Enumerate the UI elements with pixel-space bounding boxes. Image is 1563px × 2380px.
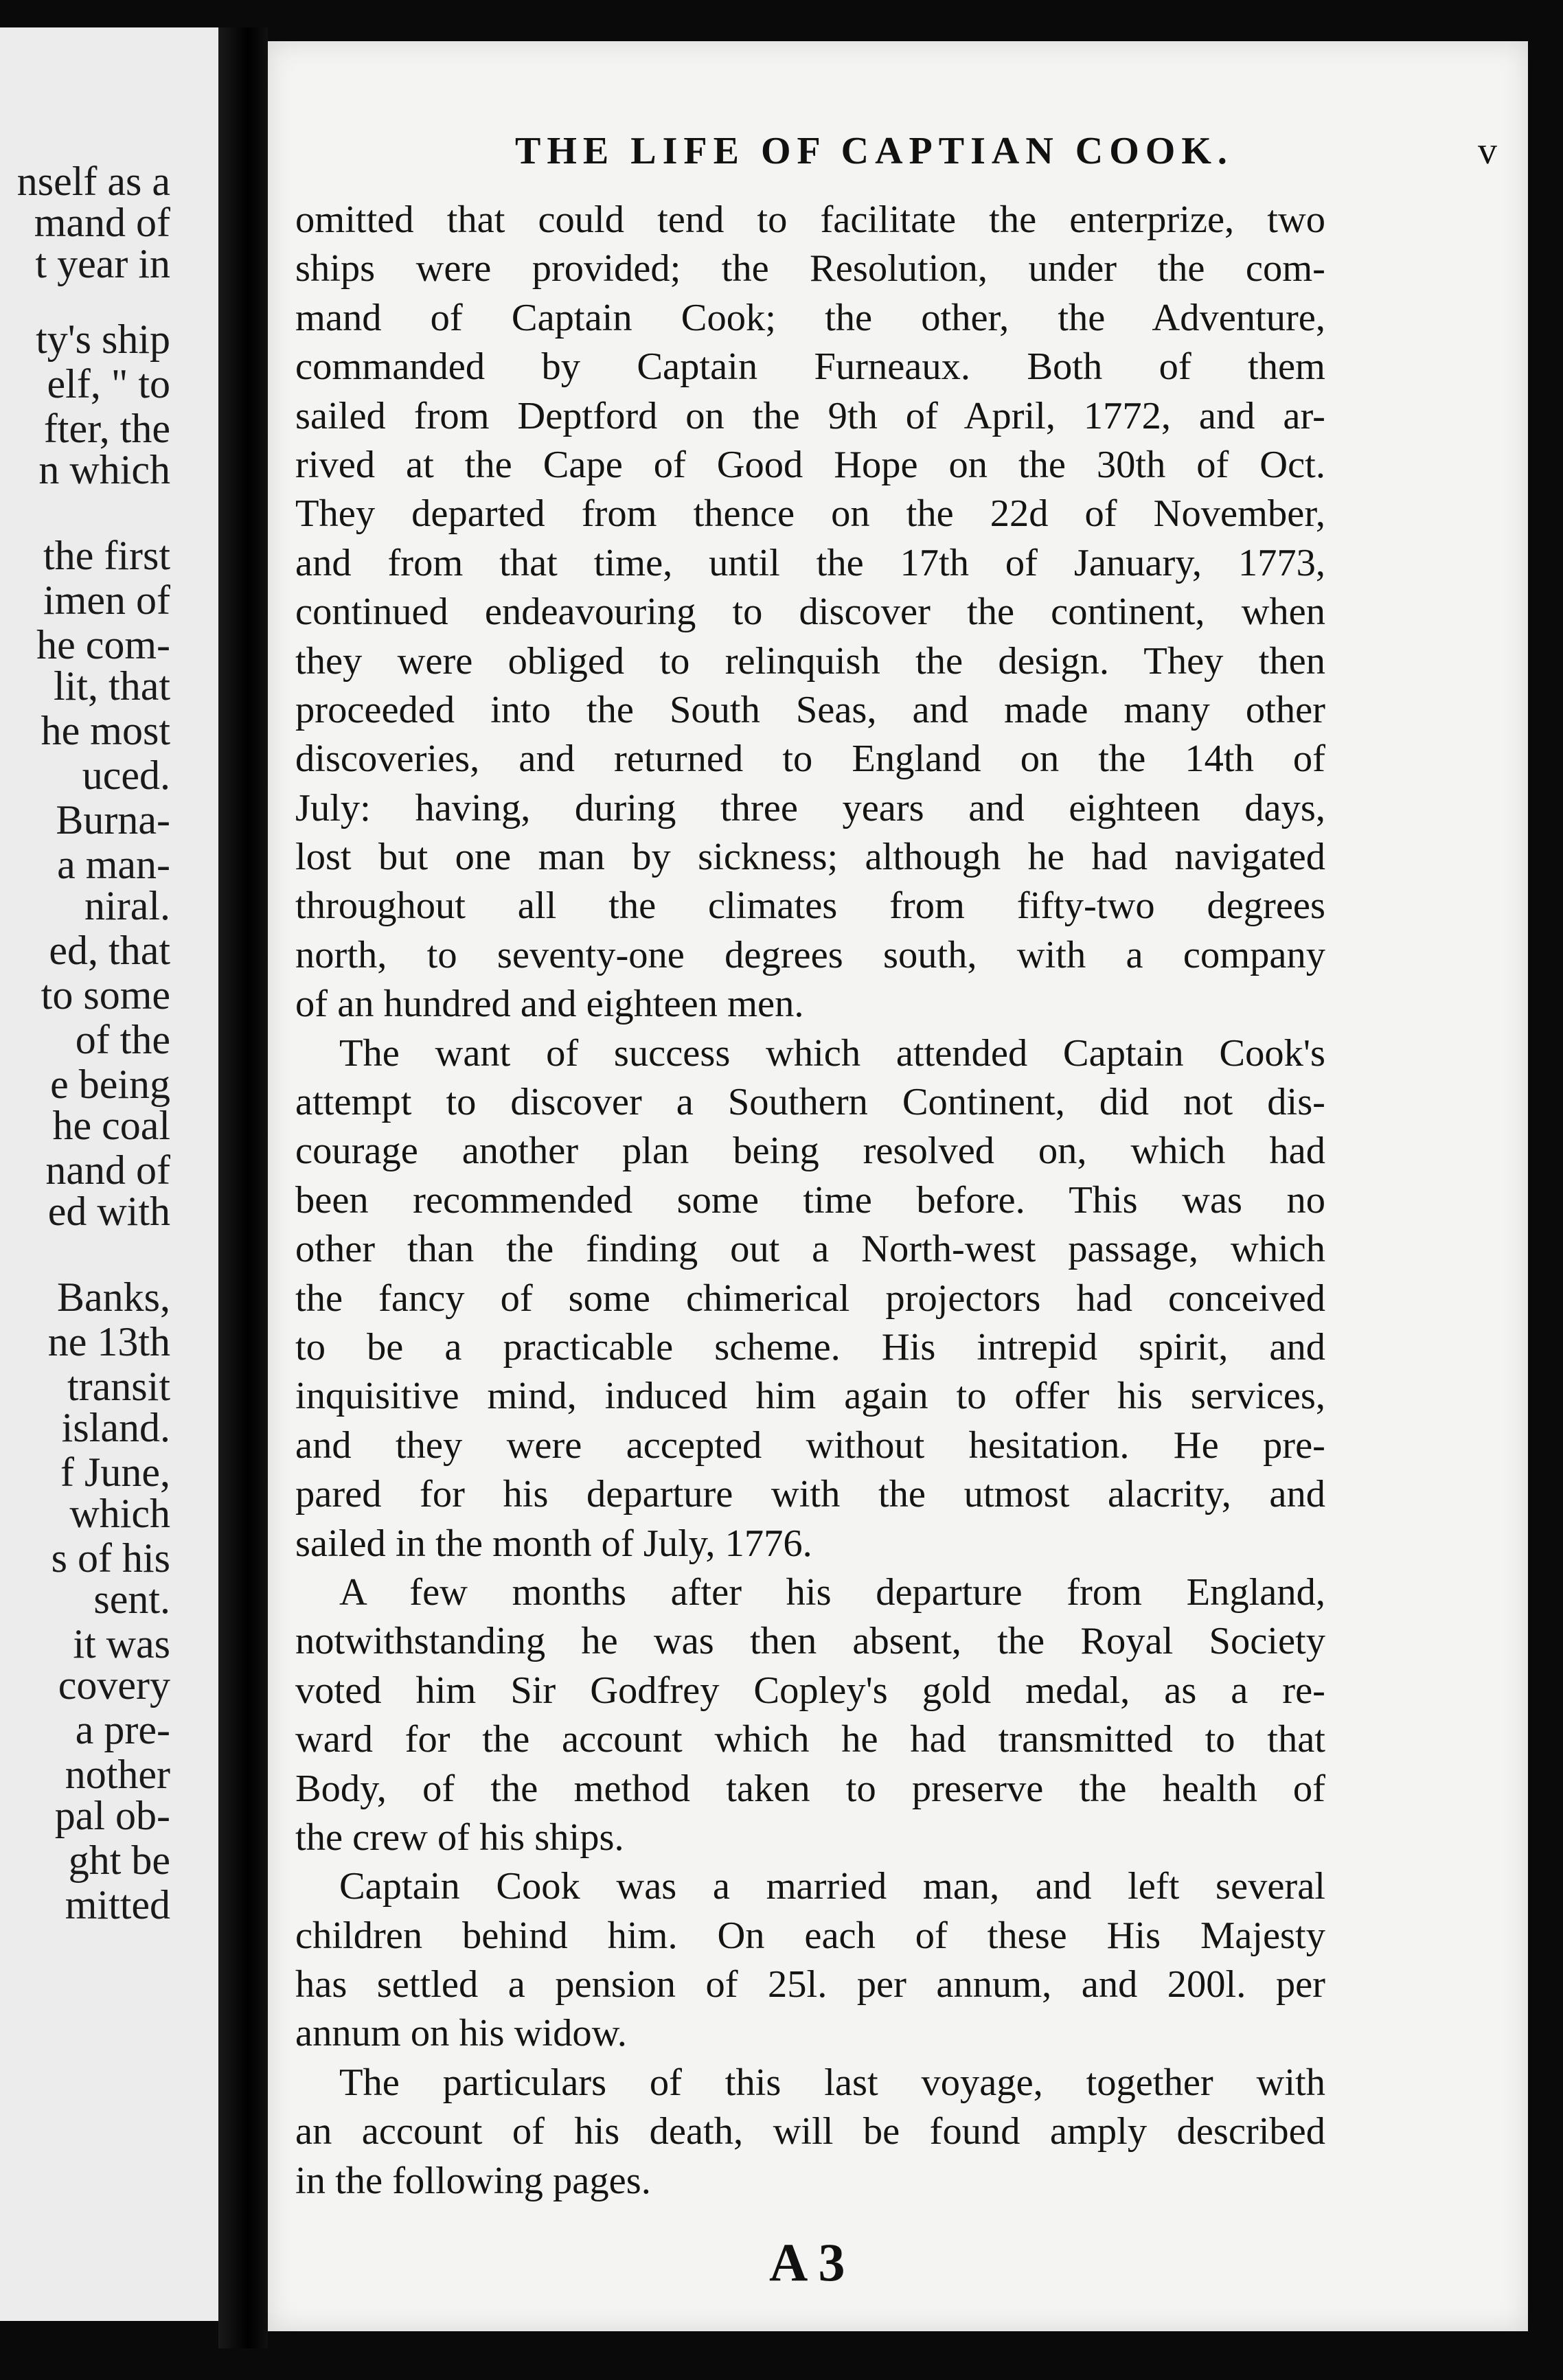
text-line: the fancy of some chimerical projectors had conceived [295, 1277, 1325, 1320]
left-page-line: island. [61, 1405, 170, 1450]
left-page-line: pal ob- [54, 1793, 170, 1838]
page-number: v [1478, 130, 1497, 172]
text-line: mand of Captain Cook; the other, the Adventure, [295, 296, 1325, 339]
left-page-line: covery [58, 1662, 170, 1708]
left-page-line: nother [65, 1752, 170, 1797]
text-line: the crew of his ships. [295, 1816, 624, 1859]
left-page-line: nself as a [16, 159, 170, 204]
left-page-line: it was [73, 1621, 170, 1667]
text-line: rived at the Cape of Good Hope on the 30th of Oct. [295, 443, 1325, 486]
text-line: been recommended some time before. This was no [295, 1178, 1325, 1222]
text-line: sailed from Deptford on the 9th of April, 1772, and ar- [295, 394, 1325, 437]
text-line: Captain Cook was a married man, and left several [339, 1865, 1325, 1908]
left-page-line: he com- [36, 622, 170, 667]
left-page-line: mitted [65, 1882, 170, 1927]
text-line: Body, of the method taken to preserve the health of [295, 1767, 1325, 1810]
text-line: in the following pages. [295, 2159, 651, 2202]
running-header [515, 129, 1497, 191]
text-line: pared for his departure with the utmost alacrity, and [295, 1473, 1325, 1516]
text-line: discoveries, and returned to England on the 14th of [295, 737, 1325, 781]
left-page-line: a pre- [75, 1707, 170, 1752]
left-page-line: nand of [45, 1147, 170, 1193]
text-line: A few months after his departure from England, [339, 1570, 1325, 1614]
body-text [295, 196, 1325, 2206]
left-page-line: s of his [51, 1535, 170, 1581]
text-line: to be a practicable scheme. His intrepid spirit, and [295, 1325, 1325, 1369]
left-page-line: ne 13th [47, 1319, 170, 1364]
left-page-fragment [0, 27, 218, 2321]
left-page-line: lit, that [54, 663, 170, 709]
left-page-line: sent. [93, 1577, 170, 1622]
text-line: and they were accepted without hesitation. He pre- [295, 1423, 1325, 1467]
text-line: has settled a pension of 25l. per annum, and 200l. per [295, 1963, 1325, 2006]
left-page-line: Banks, [57, 1274, 170, 1320]
text-line: and from that time, until the 17th of January, 1773, [295, 541, 1325, 584]
left-page-line: fter, the [43, 406, 170, 451]
left-page-line: he coal [52, 1103, 170, 1148]
left-page-line: ed, that [49, 928, 170, 973]
left-page-line: uced. [82, 753, 170, 798]
text-line: north, to seventy-one degrees south, with a company [295, 933, 1325, 976]
left-page-line: ght be [68, 1838, 170, 1883]
left-page-line: f June, [60, 1450, 170, 1495]
text-line: throughout all the climates from fifty-two degrees [295, 884, 1325, 928]
text-line: continued endeavouring to discover the continent, when [295, 591, 1325, 634]
left-page-line: transit [67, 1364, 170, 1409]
text-line: courage another plan being resolved on, which had [295, 1130, 1325, 1173]
left-page-line: elf, " to [47, 361, 170, 407]
text-line: They departed from thence on the 22d of November, [295, 492, 1325, 536]
left-page-line: n which [38, 447, 170, 492]
running-title: THE LIFE OF CAPTIAN COOK. [515, 130, 1233, 172]
left-page-line: t year in [35, 241, 170, 286]
left-page-line: niral. [84, 883, 170, 928]
text-line: annum on his widow. [295, 2012, 627, 2055]
text-line: children behind him. On each of these His Majesty [295, 1914, 1325, 1957]
left-page-line: e being [50, 1062, 170, 1107]
text-line: attempt to discover a Southern Continent, did not dis- [295, 1081, 1325, 1124]
left-page-line: to some [41, 972, 170, 1018]
text-line: other than the finding out a North-west passage, which [295, 1228, 1325, 1271]
signature-mark: A 3 [769, 2232, 845, 2292]
left-page-line: Burna- [56, 797, 170, 843]
text-line: The particulars of this last voyage, together with [339, 2061, 1325, 2104]
text-line: ward for the account which he had transmitted to that [295, 1718, 1325, 1761]
left-page-line: imen of [43, 577, 170, 623]
book-gutter [218, 27, 268, 2348]
left-page-line: he most [41, 708, 170, 753]
text-line: commanded by Captain Furneaux. Both of them [295, 345, 1325, 389]
text-line: voted him Sir Godfrey Copley's gold medal, as a re- [295, 1669, 1325, 1712]
text-line: they were obliged to relinquish the design. They then [295, 639, 1325, 683]
left-page-line: mand of [34, 200, 170, 245]
text-line: sailed in the month of July, 1776. [295, 1522, 812, 1565]
left-page-line: a man- [57, 842, 170, 887]
text-line: of an hundred and eighteen men. [295, 983, 804, 1026]
text-line: ships were provided; the Resolution, under the com- [295, 247, 1325, 290]
text-line: The want of success which attended Captain Cook's [339, 1031, 1325, 1075]
text-line: an account of his death, will be found amply described [295, 2110, 1325, 2153]
text-line: proceeded into the South Seas, and made many other [295, 688, 1325, 731]
left-page-line: ed with [47, 1189, 170, 1234]
text-line: notwithstanding he was then absent, the Royal Society [295, 1620, 1325, 1663]
text-line: lost but one man by sickness; although he had navigated [295, 836, 1325, 879]
left-page-line: the first [43, 533, 170, 578]
left-page-line: ty's ship [36, 317, 170, 362]
right-page [268, 41, 1528, 2331]
text-line: inquisitive mind, induced him again to offer his services, [295, 1375, 1325, 1418]
text-line: July: having, during three years and eighteen days, [295, 786, 1325, 829]
left-page-line: which [69, 1491, 170, 1536]
left-page-line: of the [75, 1017, 170, 1062]
text-line: omitted that could tend to facilitate the enterprize, two [295, 198, 1325, 241]
